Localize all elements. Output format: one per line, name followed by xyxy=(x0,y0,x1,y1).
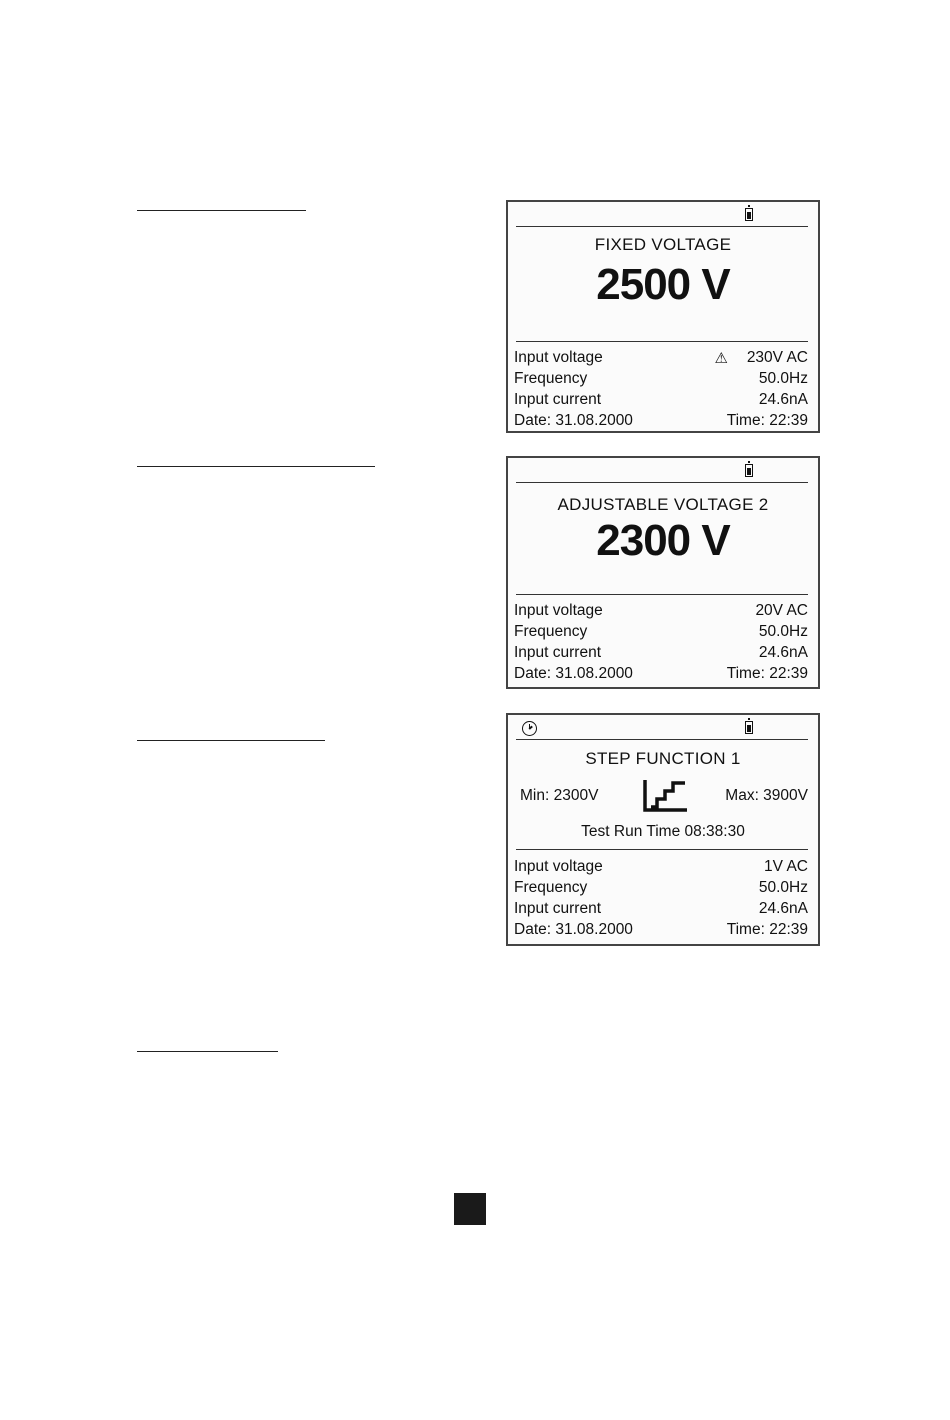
info-row-date-time xyxy=(514,919,808,940)
date-label: Date: 31.08.2000 xyxy=(514,665,633,682)
section-rule-1 xyxy=(137,210,306,211)
info-row-date-time xyxy=(514,663,808,684)
info-value: 50.0Hz xyxy=(758,623,808,640)
info-label: Input current xyxy=(514,391,602,408)
info-row-date-time xyxy=(514,410,808,431)
info-value: 230V AC xyxy=(746,349,808,366)
page-marker-square xyxy=(454,1193,486,1225)
info-row-frequency xyxy=(514,877,808,898)
info-row-input-voltage xyxy=(514,600,808,621)
info-label: Frequency xyxy=(514,879,588,896)
step-max-value: Max: 3900V xyxy=(725,787,808,804)
info-label: Input voltage xyxy=(514,602,603,619)
status-bar xyxy=(516,462,808,483)
info-value: 50.0Hz xyxy=(758,879,808,896)
section-rule-3 xyxy=(137,740,325,741)
info-value: 1V AC xyxy=(764,858,808,875)
info-value: 20V AC xyxy=(755,602,808,619)
info-value: 24.6nA xyxy=(758,391,808,408)
step-function-icon xyxy=(642,777,690,813)
time-value: Time: 22:39 xyxy=(726,665,808,682)
time-value: Time: 22:39 xyxy=(726,412,808,429)
step-min-value: Min: 2300V xyxy=(520,787,599,804)
output-voltage-value: 2500 V xyxy=(596,260,730,309)
info-label: Input current xyxy=(514,644,602,661)
divider xyxy=(516,341,808,342)
time-value: Time: 22:39 xyxy=(726,921,808,938)
warning-triangle-icon: ⚠ xyxy=(714,350,728,367)
info-label: Input voltage xyxy=(514,349,603,366)
info-value: 24.6nA xyxy=(758,900,808,917)
mode-title: FIXED VOLTAGE xyxy=(594,235,732,254)
info-row-input-current xyxy=(514,642,808,663)
info-row-frequency xyxy=(514,368,808,389)
status-bar xyxy=(516,206,808,227)
output-voltage-value: 2300 V xyxy=(596,516,730,565)
battery-icon xyxy=(745,208,753,221)
info-row-input-voltage xyxy=(514,856,808,877)
date-label: Date: 31.08.2000 xyxy=(514,412,633,429)
info-label: Input current xyxy=(514,900,602,917)
info-label: Input voltage xyxy=(514,858,603,875)
section-rule-2 xyxy=(137,466,375,467)
info-row-frequency xyxy=(514,621,808,642)
mode-title: ADJUSTABLE VOLTAGE 2 xyxy=(557,495,769,514)
section-rule-4 xyxy=(137,1051,278,1052)
adjustable-voltage-screen xyxy=(506,456,820,689)
info-row-input-current xyxy=(514,898,808,919)
test-run-time: Test Run Time 08:38:30 xyxy=(581,823,745,840)
info-value: 24.6nA xyxy=(758,644,808,661)
info-label: Frequency xyxy=(514,623,588,640)
step-function-screen xyxy=(506,713,820,946)
battery-icon xyxy=(745,721,753,734)
info-row-input-voltage xyxy=(514,347,808,368)
mode-title: STEP FUNCTION 1 xyxy=(585,749,741,768)
divider xyxy=(516,594,808,595)
clock-icon xyxy=(522,721,537,736)
info-row-input-current xyxy=(514,389,808,410)
info-value: 50.0Hz xyxy=(758,370,808,387)
status-bar xyxy=(516,719,808,740)
info-label: Frequency xyxy=(514,370,588,387)
divider xyxy=(516,849,808,850)
date-label: Date: 31.08.2000 xyxy=(514,921,633,938)
battery-icon xyxy=(745,464,753,477)
fixed-voltage-screen xyxy=(506,200,820,433)
